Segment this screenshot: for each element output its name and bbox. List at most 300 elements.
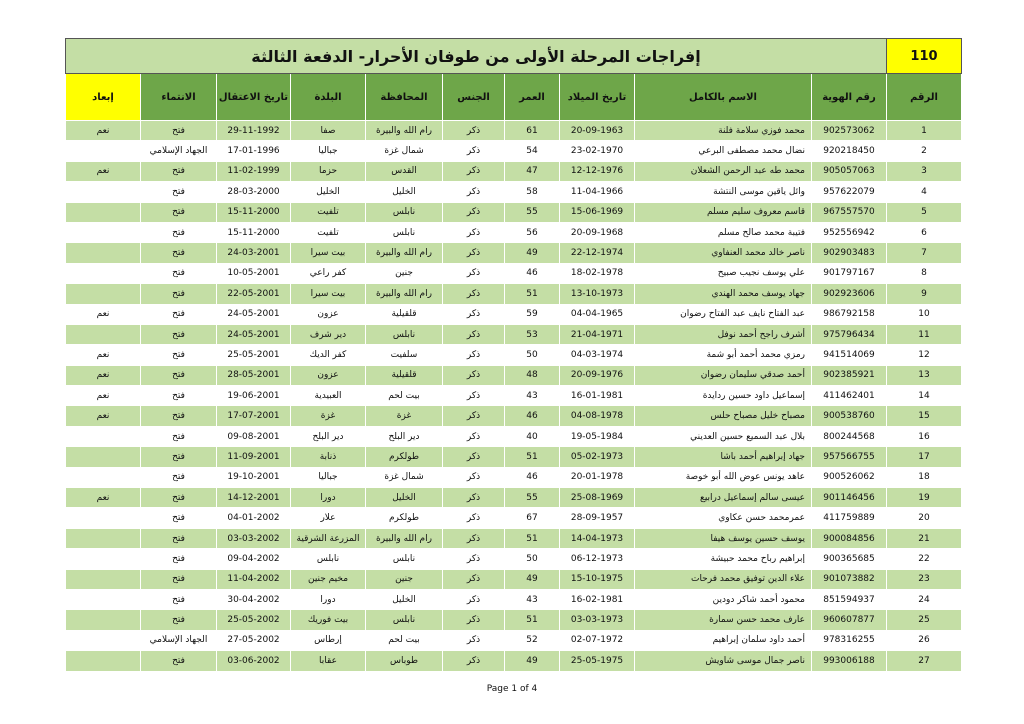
cell-town: جباليا (291, 141, 366, 161)
cell-gender: ذكر (443, 304, 505, 324)
cell-redeport (66, 528, 141, 548)
cell-town: نابلس (291, 549, 366, 569)
cell-no: 1 (887, 121, 962, 141)
cell-name: مصباح خليل مصباح حلس (635, 406, 812, 426)
cell-gender: ذكر (443, 345, 505, 365)
cell-dob: 18-02-1978 (560, 263, 635, 283)
cell-gender: ذكر (443, 426, 505, 446)
cell-gender: ذكر (443, 222, 505, 242)
cell-age: 55 (505, 202, 560, 222)
cell-affiliation: فتح (141, 488, 217, 508)
cell-affiliation: فتح (141, 528, 217, 548)
cell-governorate: الخليل (366, 488, 443, 508)
cell-no: 18 (887, 467, 962, 487)
cell-arrest-date: 28-05-2001 (217, 365, 291, 385)
cell-governorate: رام الله والبيرة (366, 121, 443, 141)
cell-id: 900526062 (812, 467, 887, 487)
cell-dob: 15-06-1969 (560, 202, 635, 222)
cell-id: 901797167 (812, 263, 887, 283)
cell-age: 61 (505, 121, 560, 141)
cell-no: 14 (887, 386, 962, 406)
cell-town: عزون (291, 365, 366, 385)
title-row (66, 39, 962, 74)
cell-arrest-date: 03-03-2002 (217, 528, 291, 548)
cell-gender: ذكر (443, 386, 505, 406)
cell-age: 51 (505, 610, 560, 630)
cell-arrest-date: 14-12-2001 (217, 488, 291, 508)
table-row (66, 284, 962, 304)
cell-name: نضال محمد مصطفى البرعي (635, 141, 812, 161)
cell-no: 15 (887, 406, 962, 426)
cell-no: 24 (887, 589, 962, 609)
cell-arrest-date: 25-05-2002 (217, 610, 291, 630)
cell-gender: ذكر (443, 508, 505, 528)
cell-town: صفا (291, 121, 366, 141)
header-redeport: إبعاد (66, 74, 141, 121)
table-row (66, 426, 962, 446)
cell-affiliation: فتح (141, 263, 217, 283)
cell-governorate: الخليل (366, 182, 443, 202)
cell-town: غزة (291, 406, 366, 426)
cell-age: 47 (505, 161, 560, 181)
table-row (66, 243, 962, 263)
cell-id: 800244568 (812, 426, 887, 446)
cell-governorate: نابلس (366, 324, 443, 344)
cell-gender: ذكر (443, 447, 505, 467)
cell-affiliation: فتح (141, 182, 217, 202)
cell-id: 900365685 (812, 549, 887, 569)
cell-age: 52 (505, 630, 560, 650)
cell-age: 50 (505, 549, 560, 569)
cell-town: ذنابة (291, 447, 366, 467)
cell-no: 22 (887, 549, 962, 569)
cell-id: 901146456 (812, 488, 887, 508)
cell-dob: 12-12-1976 (560, 161, 635, 181)
cell-redeport (66, 569, 141, 589)
cell-redeport: نعم (66, 161, 141, 181)
cell-age: 46 (505, 263, 560, 283)
cell-governorate: سلفيت (366, 345, 443, 365)
header-governorate: المحافظة (366, 74, 443, 121)
cell-dob: 21-04-1971 (560, 324, 635, 344)
cell-arrest-date: 19-06-2001 (217, 386, 291, 406)
cell-town: بيت سيرا (291, 284, 366, 304)
cell-name: جهاد إبراهيم أحمد باشا (635, 447, 812, 467)
table-row (66, 467, 962, 487)
cell-redeport (66, 426, 141, 446)
cell-no: 13 (887, 365, 962, 385)
cell-redeport: نعم (66, 365, 141, 385)
cell-arrest-date: 03-06-2002 (217, 651, 291, 671)
table-row (66, 508, 962, 528)
cell-redeport (66, 549, 141, 569)
cell-governorate: بيت لحم (366, 630, 443, 650)
cell-gender: ذكر (443, 549, 505, 569)
cell-dob: 16-01-1981 (560, 386, 635, 406)
cell-governorate: القدس (366, 161, 443, 181)
cell-redeport (66, 589, 141, 609)
cell-arrest-date: 11-02-1999 (217, 161, 291, 181)
cell-age: 50 (505, 345, 560, 365)
cell-gender: ذكر (443, 141, 505, 161)
cell-arrest-date: 24-05-2001 (217, 324, 291, 344)
cell-arrest-date: 17-07-2001 (217, 406, 291, 426)
cell-no: 25 (887, 610, 962, 630)
cell-no: 9 (887, 284, 962, 304)
cell-arrest-date: 17-01-1996 (217, 141, 291, 161)
cell-name: أحمد صدقي سليمان رضوان (635, 365, 812, 385)
cell-id: 967557570 (812, 202, 887, 222)
cell-id: 993006188 (812, 651, 887, 671)
cell-no: 23 (887, 569, 962, 589)
cell-town: عقابا (291, 651, 366, 671)
cell-town: تلفيت (291, 222, 366, 242)
cell-redeport (66, 141, 141, 161)
cell-no: 5 (887, 202, 962, 222)
table-row (66, 569, 962, 589)
cell-affiliation: فتح (141, 365, 217, 385)
cell-redeport: نعم (66, 406, 141, 426)
cell-name: جهاد يوسف محمد الهندي (635, 284, 812, 304)
cell-arrest-date: 28-03-2000 (217, 182, 291, 202)
table-row (66, 610, 962, 630)
cell-age: 53 (505, 324, 560, 344)
cell-affiliation: فتح (141, 121, 217, 141)
cell-age: 40 (505, 426, 560, 446)
cell-name: محمد طه عبد الرحمن الشعلان (635, 161, 812, 181)
cell-no: 19 (887, 488, 962, 508)
cell-arrest-date: 24-03-2001 (217, 243, 291, 263)
cell-redeport: نعم (66, 121, 141, 141)
cell-age: 48 (505, 365, 560, 385)
cell-redeport (66, 508, 141, 528)
cell-name: وائل ياقين موسى النتشة (635, 182, 812, 202)
cell-redeport (66, 630, 141, 650)
cell-name: بلال عبد السميع حسين العديني (635, 426, 812, 446)
cell-redeport (66, 447, 141, 467)
release-list-sheet (66, 38, 962, 672)
cell-affiliation: فتح (141, 284, 217, 304)
cell-dob: 15-10-1975 (560, 569, 635, 589)
cell-age: 46 (505, 406, 560, 426)
cell-town: عزون (291, 304, 366, 324)
cell-affiliation: فتح (141, 549, 217, 569)
cell-id: 920218450 (812, 141, 887, 161)
page-title: إفراجات المرحلة الأولى من طوفان الأحرار- الدفعة الثالثة (66, 39, 887, 74)
header-affiliation: الانتماء (141, 74, 217, 121)
header-id: رقم الهوية (812, 74, 887, 121)
cell-arrest-date: 15-11-2000 (217, 222, 291, 242)
cell-dob: 04-04-1965 (560, 304, 635, 324)
cell-redeport (66, 610, 141, 630)
cell-no: 3 (887, 161, 962, 181)
cell-gender: ذكر (443, 161, 505, 181)
cell-gender: ذكر (443, 182, 505, 202)
cell-id: 902385921 (812, 365, 887, 385)
cell-gender: ذكر (443, 488, 505, 508)
header-age: العمر (505, 74, 560, 121)
cell-id: 900084856 (812, 528, 887, 548)
cell-id: 986792158 (812, 304, 887, 324)
cell-dob: 06-12-1973 (560, 549, 635, 569)
cell-name: فتيبة محمد صالح مسلم (635, 222, 812, 242)
table-row (66, 141, 962, 161)
cell-town: دير شرف (291, 324, 366, 344)
cell-town: دورا (291, 488, 366, 508)
cell-affiliation: الجهاد الإسلامي (141, 141, 217, 161)
cell-dob: 20-09-1976 (560, 365, 635, 385)
cell-name: أشرف راجح أحمد نوفل (635, 324, 812, 344)
cell-governorate: نابلس (366, 222, 443, 242)
table-row (66, 202, 962, 222)
cell-redeport (66, 284, 141, 304)
cell-town: دير البلح (291, 426, 366, 446)
cell-affiliation: فتح (141, 569, 217, 589)
cell-arrest-date: 15-11-2000 (217, 202, 291, 222)
cell-governorate: الخليل (366, 589, 443, 609)
cell-redeport (66, 467, 141, 487)
cell-governorate: رام الله والبيرة (366, 243, 443, 263)
cell-affiliation: فتح (141, 202, 217, 222)
table-row (66, 406, 962, 426)
cell-governorate: قلقيلية (366, 365, 443, 385)
cell-governorate: شمال غزة (366, 467, 443, 487)
cell-arrest-date: 09-08-2001 (217, 426, 291, 446)
cell-dob: 20-09-1963 (560, 121, 635, 141)
cell-redeport: نعم (66, 386, 141, 406)
cell-arrest-date: 10-05-2001 (217, 263, 291, 283)
cell-affiliation: فتح (141, 467, 217, 487)
table-row (66, 263, 962, 283)
cell-governorate: جنين (366, 263, 443, 283)
cell-name: يوسف حسين يوسف هيفا (635, 528, 812, 548)
cell-no: 21 (887, 528, 962, 548)
cell-dob: 02-07-1972 (560, 630, 635, 650)
cell-no: 6 (887, 222, 962, 242)
cell-gender: ذكر (443, 406, 505, 426)
header-name: الاسم بالكامل (635, 74, 812, 121)
cell-name: عيسى سالم إسماعيل درابيع (635, 488, 812, 508)
cell-town: المزرعة الشرقية (291, 528, 366, 548)
header-gender: الجنس (443, 74, 505, 121)
cell-town: دورا (291, 589, 366, 609)
cell-affiliation: فتح (141, 345, 217, 365)
cell-town: تلفيت (291, 202, 366, 222)
cell-age: 49 (505, 651, 560, 671)
count-cell: 110 (887, 39, 962, 74)
cell-governorate: بيت لحم (366, 386, 443, 406)
cell-governorate: نابلس (366, 202, 443, 222)
cell-redeport (66, 651, 141, 671)
cell-id: 952556942 (812, 222, 887, 242)
cell-no: 12 (887, 345, 962, 365)
cell-age: 51 (505, 447, 560, 467)
cell-no: 11 (887, 324, 962, 344)
cell-dob: 04-08-1978 (560, 406, 635, 426)
header-no: الرقم (887, 74, 962, 121)
cell-id: 900538760 (812, 406, 887, 426)
table-row (66, 589, 962, 609)
cell-dob: 11-04-1966 (560, 182, 635, 202)
cell-no: 27 (887, 651, 962, 671)
cell-affiliation: فتح (141, 243, 217, 263)
cell-town: علار (291, 508, 366, 528)
cell-affiliation: فتح (141, 426, 217, 446)
cell-id: 902903483 (812, 243, 887, 263)
cell-dob: 05-02-1973 (560, 447, 635, 467)
cell-no: 10 (887, 304, 962, 324)
cell-redeport (66, 222, 141, 242)
cell-affiliation: فتح (141, 589, 217, 609)
cell-dob: 04-03-1974 (560, 345, 635, 365)
cell-redeport (66, 243, 141, 263)
cell-arrest-date: 11-09-2001 (217, 447, 291, 467)
cell-no: 8 (887, 263, 962, 283)
cell-age: 49 (505, 243, 560, 263)
cell-arrest-date: 11-04-2002 (217, 569, 291, 589)
cell-town: بيت فوريك (291, 610, 366, 630)
cell-name: أحمد داود سلمان إبراهيم (635, 630, 812, 650)
cell-id: 411462401 (812, 386, 887, 406)
cell-no: 4 (887, 182, 962, 202)
table-row (66, 488, 962, 508)
cell-gender: ذكر (443, 365, 505, 385)
cell-id: 957622079 (812, 182, 887, 202)
cell-age: 67 (505, 508, 560, 528)
column-header-row (66, 74, 962, 121)
cell-no: 20 (887, 508, 962, 528)
cell-id: 978316255 (812, 630, 887, 650)
cell-name: إبراهيم رباح محمد حبيشة (635, 549, 812, 569)
cell-affiliation: فتح (141, 508, 217, 528)
cell-name: ناصر خالد محمد العنفاوي (635, 243, 812, 263)
cell-age: 51 (505, 284, 560, 304)
cell-governorate: نابلس (366, 549, 443, 569)
cell-id: 851594937 (812, 589, 887, 609)
cell-name: محمود أحمد شاكر دودين (635, 589, 812, 609)
cell-name: محمد فوزي سلامة فلنة (635, 121, 812, 141)
cell-gender: ذكر (443, 324, 505, 344)
cell-gender: ذكر (443, 528, 505, 548)
cell-gender: ذكر (443, 243, 505, 263)
cell-age: 55 (505, 488, 560, 508)
cell-dob: 20-01-1978 (560, 467, 635, 487)
cell-name: عمرمحمد حسن عكاوي (635, 508, 812, 528)
header-dob: تاريخ الميلاد (560, 74, 635, 121)
table-row (66, 345, 962, 365)
cell-governorate: قلقيلية (366, 304, 443, 324)
cell-arrest-date: 19-10-2001 (217, 467, 291, 487)
cell-town: بيت سيرا (291, 243, 366, 263)
cell-gender: ذكر (443, 263, 505, 283)
cell-gender: ذكر (443, 284, 505, 304)
cell-governorate: غزة (366, 406, 443, 426)
cell-arrest-date: 27-05-2002 (217, 630, 291, 650)
cell-redeport (66, 324, 141, 344)
cell-id: 901073882 (812, 569, 887, 589)
cell-dob: 03-03-1973 (560, 610, 635, 630)
release-list-table (65, 38, 962, 672)
cell-dob: 13-10-1973 (560, 284, 635, 304)
cell-governorate: نابلس (366, 610, 443, 630)
cell-name: رمزي محمد أحمد أبو شمة (635, 345, 812, 365)
cell-id: 957566755 (812, 447, 887, 467)
cell-gender: ذكر (443, 589, 505, 609)
cell-dob: 19-05-1984 (560, 426, 635, 446)
cell-affiliation: فتح (141, 386, 217, 406)
cell-affiliation: فتح (141, 222, 217, 242)
cell-governorate: رام الله والبيرة (366, 284, 443, 304)
cell-gender: ذكر (443, 569, 505, 589)
cell-name: ناصر جمال موسى شاويش (635, 651, 812, 671)
cell-governorate: رام الله والبيرة (366, 528, 443, 548)
cell-affiliation: فتح (141, 324, 217, 344)
cell-age: 54 (505, 141, 560, 161)
table-row (66, 447, 962, 467)
cell-id: 411759889 (812, 508, 887, 528)
cell-affiliation: فتح (141, 161, 217, 181)
header-arrest-date: تاريخ الاعتقال (217, 74, 291, 121)
cell-name: علاء الدين توفيق محمد فرحات (635, 569, 812, 589)
cell-dob: 25-08-1969 (560, 488, 635, 508)
cell-arrest-date: 25-05-2001 (217, 345, 291, 365)
cell-affiliation: فتح (141, 304, 217, 324)
cell-gender: ذكر (443, 630, 505, 650)
cell-town: مخيم جنين (291, 569, 366, 589)
cell-town: العبيدية (291, 386, 366, 406)
table-row (66, 549, 962, 569)
cell-id: 960607877 (812, 610, 887, 630)
cell-id: 905057063 (812, 161, 887, 181)
cell-gender: ذكر (443, 651, 505, 671)
cell-redeport (66, 202, 141, 222)
header-town: البلدة (291, 74, 366, 121)
cell-governorate: طوباس (366, 651, 443, 671)
table-row (66, 121, 962, 141)
cell-arrest-date: 30-04-2002 (217, 589, 291, 609)
cell-redeport (66, 263, 141, 283)
page-footer: Page 1 of 4 (486, 684, 538, 694)
cell-affiliation: فتح (141, 406, 217, 426)
cell-dob: 22-12-1974 (560, 243, 635, 263)
cell-age: 43 (505, 386, 560, 406)
cell-gender: ذكر (443, 467, 505, 487)
cell-dob: 16-02-1981 (560, 589, 635, 609)
cell-age: 46 (505, 467, 560, 487)
cell-governorate: طولكرم (366, 508, 443, 528)
cell-governorate: دير البلح (366, 426, 443, 446)
cell-redeport: نعم (66, 488, 141, 508)
table-row (66, 182, 962, 202)
cell-affiliation: الجهاد الإسلامي (141, 630, 217, 650)
cell-no: 26 (887, 630, 962, 650)
cell-town: إرطاس (291, 630, 366, 650)
cell-age: 56 (505, 222, 560, 242)
cell-arrest-date: 24-05-2001 (217, 304, 291, 324)
cell-redeport (66, 182, 141, 202)
cell-age: 58 (505, 182, 560, 202)
cell-arrest-date: 09-04-2002 (217, 549, 291, 569)
cell-gender: ذكر (443, 610, 505, 630)
cell-governorate: جنين (366, 569, 443, 589)
table-row (66, 630, 962, 650)
cell-redeport: نعم (66, 304, 141, 324)
table-row (66, 304, 962, 324)
cell-dob: 14-04-1973 (560, 528, 635, 548)
cell-dob: 25-05-1975 (560, 651, 635, 671)
cell-town: جباليا (291, 467, 366, 487)
cell-no: 16 (887, 426, 962, 446)
